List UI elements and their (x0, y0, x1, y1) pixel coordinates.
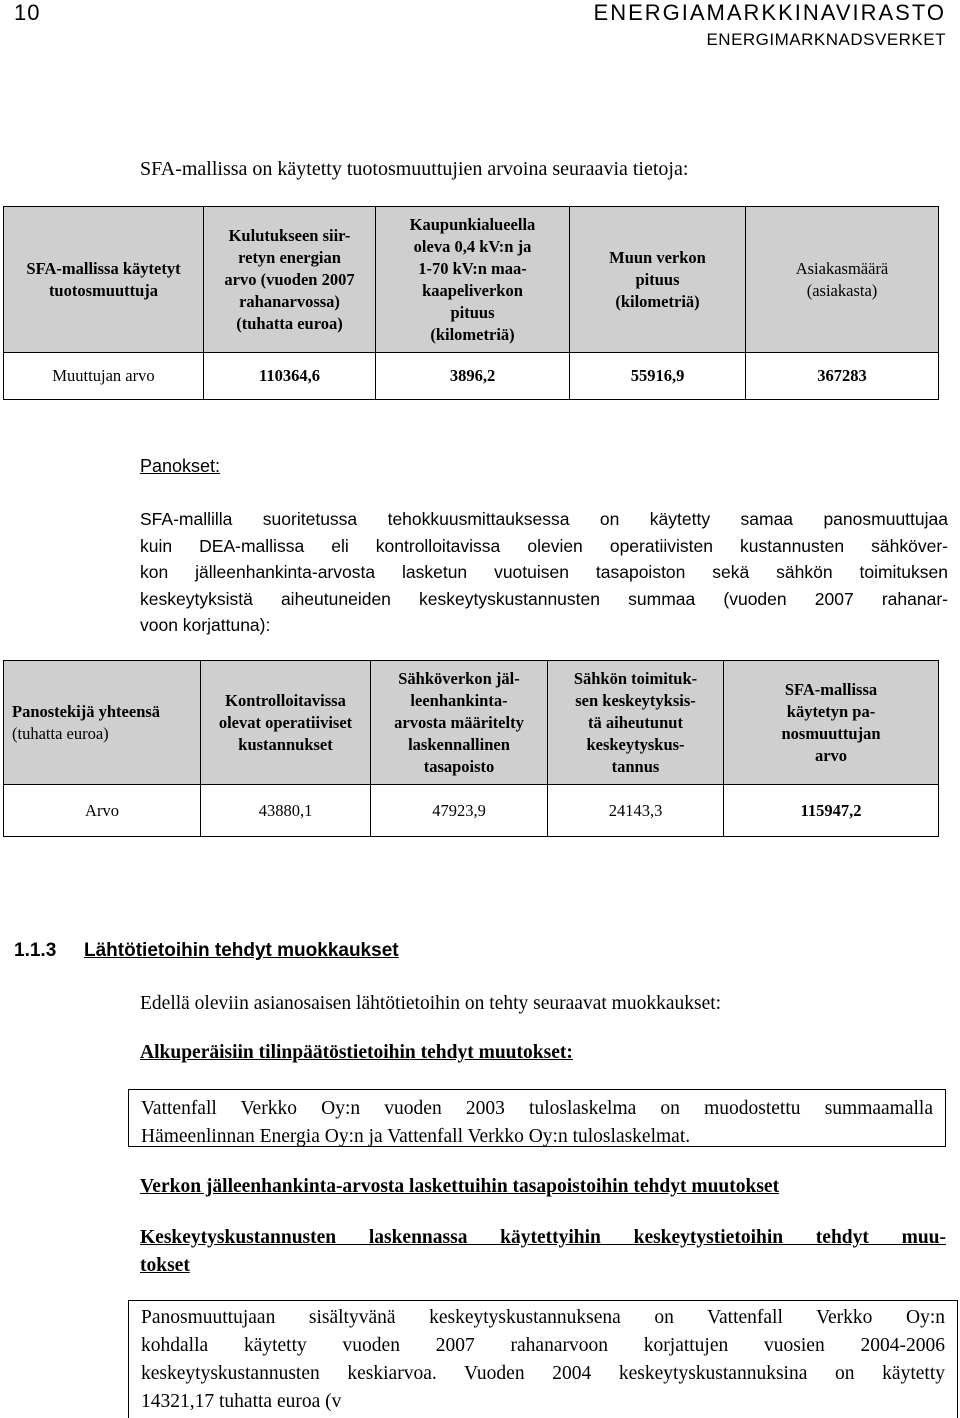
org-name-fi: ENERGIAMARKKINAVIRASTO (593, 0, 946, 25)
header-line: tä aiheutunut (588, 712, 683, 732)
header-line: tasapoisto (423, 756, 495, 776)
header-line: rahanarvossa) (239, 291, 340, 311)
table-cell: 43880,1 (201, 785, 371, 837)
panokset-heading: Panokset: (140, 456, 221, 476)
header-line: Sähkön toimituk- (573, 668, 698, 688)
header-line: SFA-mallissa (784, 679, 878, 699)
header-line: leenhankinta- (410, 690, 508, 710)
table-header-cell (724, 661, 939, 785)
header-line: SFA-mallissa käytetyt (26, 258, 181, 278)
table-header-cell (376, 207, 570, 353)
table-header-cell (548, 661, 724, 785)
panokset-paragraph (140, 506, 948, 639)
header-line: (tuhatta euroa) (236, 313, 343, 333)
header-line: (tuhatta euroa) (12, 723, 109, 743)
header-line: Sähköverkon jäl- (398, 668, 520, 688)
table-header-cell (204, 207, 376, 353)
input-variables-table (3, 660, 939, 837)
output-variables-table (3, 206, 939, 400)
paragraph-line: SFA-mallilla suoritetussa tehokkuusmittauksessa on käytetty samaa panosmuuttujaa (140, 509, 948, 529)
table-cell: 115947,2 (724, 785, 939, 837)
row-label: Arvo (4, 785, 201, 837)
intro-text: SFA-mallissa on käytetty tuotosmuuttujien arvoina seuraavia tietoja: (140, 158, 689, 180)
header-line: kustannukset (238, 734, 333, 754)
header-line: arvo (814, 745, 848, 765)
table-cell: 47923,9 (371, 785, 548, 837)
row-label: Muuttujan arvo (4, 353, 204, 400)
paragraph-line: keskeytyksistä aiheutuneiden keskeytyskustannusten summaa (vuoden 2007 rahanar- (140, 588, 948, 609)
header-line: Kulutukseen siir- (228, 225, 351, 245)
table-cell: 3896,2 (376, 353, 570, 400)
header-line: (kilometriä) (430, 324, 515, 344)
box-line: Panosmuuttujaan sisältyvänä keskeytyskustannuksena on Vattenfall Verkko Oy:n (141, 1307, 945, 1328)
subheading-outage-changes (140, 1224, 946, 1280)
header-line: laskennallinen (408, 734, 510, 754)
subheading-depreciation-changes: Verkon jälleenhankinta-arvosta laskettuihin tasapoistoihin tehdyt muutokset (140, 1176, 780, 1197)
table-header-cell (201, 661, 371, 785)
header-line: (asiakasta) (806, 280, 878, 300)
table-header-cell (371, 661, 548, 785)
table-cell: 24143,3 (548, 785, 724, 837)
subheading-line: Keskeytyskustannusten laskennassa käytettyihin keskeytystietoihin tehdyt muu- (140, 1227, 946, 1248)
box-line: 14321,17 tuhatta euroa (v (141, 1391, 342, 1412)
header-line: tannus (611, 756, 660, 776)
header-line: oleva 0,4 kV:n ja (413, 236, 532, 256)
note-box-outage-costs (128, 1300, 958, 1418)
table-header-cell (4, 661, 201, 785)
table-row (4, 785, 939, 837)
header-line: arvo (vuoden 2007 (224, 269, 355, 289)
note-box-income-statement (128, 1089, 946, 1147)
header-line: keskeytyskus- (586, 734, 685, 754)
section-intro: Edellä oleviin asianosaisen lähtötietoihin on tehty seuraavat muokkaukset: (140, 993, 722, 1014)
paragraph-line: voon korjattuna): (140, 615, 271, 635)
box-line: kohdalla käytetty vuoden 2007 rahanarvoon korjattujen vuosien 2004-2006 (141, 1335, 945, 1356)
header-line: sen keskeytyksis- (575, 690, 696, 710)
table-header-cell (4, 207, 204, 353)
org-name-sv: ENERGIMARKNADSVERKET (706, 30, 946, 49)
table-header-cell (570, 207, 746, 353)
header-line: (kilometriä) (615, 291, 700, 311)
header-line: käytetyn pa- (786, 701, 876, 721)
header-line: 1-70 kV:n maa- (418, 258, 527, 278)
table-row (4, 353, 939, 400)
paragraph-line: kuin DEA-mallissa eli kontrolloitavissa olevien operatiivisten kustannusten sähköver- (140, 535, 948, 556)
header-line: retyn energian (238, 247, 341, 267)
table-header-row (4, 661, 939, 785)
subheading-line: tokset (140, 1255, 190, 1276)
header-line: tuotosmuuttuja (48, 280, 159, 300)
table-header-row (4, 207, 939, 353)
header-line: nosmuuttujan (781, 723, 881, 743)
header-line: Kaupunkialueella (409, 214, 536, 234)
header-line: Kontrolloitavissa (225, 690, 346, 710)
table-header-cell (746, 207, 939, 353)
header-line: Muun verkon (609, 247, 706, 267)
header-line: olevat operatiiviset (218, 712, 353, 732)
paragraph-line: kon jälleenhankinta-arvosta lasketun vuotuisen tasapoiston sekä sähkön toimituksen (140, 562, 948, 582)
header-line: pituus (635, 269, 680, 289)
header-line: pituus (450, 302, 495, 322)
header-line: Asiakasmäärä (795, 258, 889, 278)
section-number: 1.1.3 (14, 940, 57, 961)
section-title: Lähtötietoihin tehdyt muokkaukset (84, 940, 399, 961)
table-cell: 367283 (746, 353, 939, 400)
box-line: Hämeenlinnan Energia Oy:n ja Vattenfall Verkko Oy:n tuloslaskelmat. (141, 1126, 691, 1147)
header-line: Panostekijä yhteensä (12, 701, 161, 721)
header-line: kaapeliverkon (422, 280, 523, 300)
subheading-original-statements: Alkuperäisiin tilinpäätöstietoihin tehdyt muutokset: (140, 1042, 573, 1063)
table-cell: 55916,9 (570, 353, 746, 400)
header-line: arvosta määritelty (394, 712, 524, 732)
box-line: Vattenfall Verkko Oy:n vuoden 2003 tuloslaskelma on muodostettu summaamalla (141, 1098, 933, 1119)
page-number: 10 (14, 0, 41, 25)
box-line: keskeytyskustannusten keskiarvoa. Vuoden 2004 keskeytyskustannuksina on käytetty (141, 1363, 945, 1384)
table-cell: 110364,6 (204, 353, 376, 400)
